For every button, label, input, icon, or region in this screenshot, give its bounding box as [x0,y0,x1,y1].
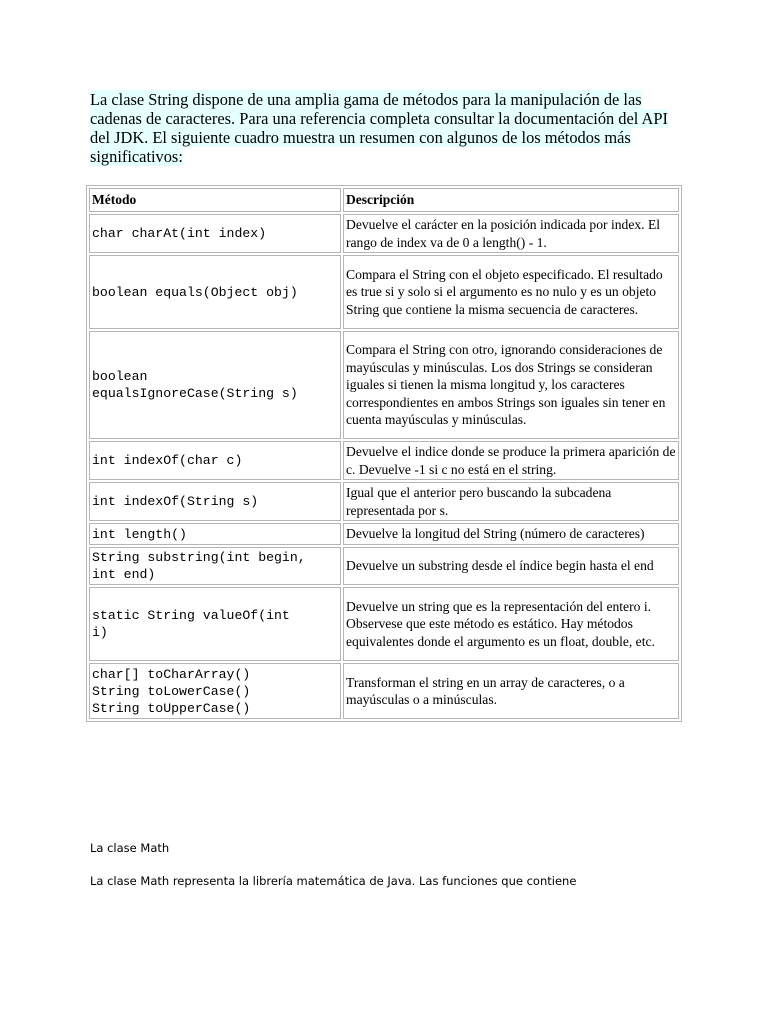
description-cell: Igual que el anterior pero buscando la subcadena representada por s. [343,482,679,521]
header-description: Descripción [343,188,679,212]
intro-paragraph [90,90,670,166]
math-section-text: La clase Math representa la librería matemática de Java. Las funciones que contiene [90,874,577,888]
description-cell: Devuelve un string que es la representación del entero i. Observese que este método es estático. Hay métodos equivalentes donde el argumento es un float, double, etc. [343,587,679,661]
description-cell: Devuelve el indice donde se produce la primera aparición de c. Devuelve -1 si c no está en el string. [343,441,679,480]
method-cell: char[] toCharArray() String toLowerCase() String toUpperCase() [89,663,341,719]
table-row [89,255,679,329]
header-method: Método [89,188,341,212]
table-row [89,441,679,480]
table-row [89,482,679,521]
method-cell: static String valueOf(int i) [89,587,341,661]
table-row [89,523,679,545]
method-cell: String substring(int begin, int end) [89,547,341,585]
method-cell: boolean equalsIgnoreCase(String s) [89,331,341,439]
description-cell: Devuelve un substring desde el índice begin hasta el end [343,547,679,585]
math-section-title: La clase Math [90,841,170,855]
intro-text: La clase String dispone de una amplia gama de métodos para la manipulación de las cadenas de caracteres. Para una referencia completa consultar la documentación del API del JDK. El siguiente cuadro muestra un resumen con algunos de los métodos más significativos: [90,90,668,166]
description-cell: Transforman el string en un array de caracteres, o a mayúsculas o a minúsculas. [343,663,679,719]
table-row [89,547,679,585]
method-cell: int indexOf(String s) [89,482,341,521]
table-row [89,663,679,719]
method-cell: int indexOf(char c) [89,441,341,480]
description-cell: Devuelve el carácter en la posición indicada por index. El rango de index va de 0 a length() - 1. [343,214,679,253]
string-methods-table [86,185,682,722]
method-cell: char charAt(int index) [89,214,341,253]
description-cell: Devuelve la longitud del String (número de caracteres) [343,523,679,545]
table-row [89,331,679,439]
method-cell: boolean equals(Object obj) [89,255,341,329]
table-row [89,214,679,253]
table-header-row [89,188,679,212]
table-row [89,587,679,661]
method-cell: int length() [89,523,341,545]
description-cell: Compara el String con otro, ignorando consideraciones de mayúsculas y minúsculas. Los dos Strings se consideran iguales si tienen la misma longitud y, los caracteres correspondientes en ambos Strings son iguales sin tener en cuenta mayúsculas y minúsculas. [343,331,679,439]
description-cell: Compara el String con el objeto especificado. El resultado es true si y solo si el argumento es no nulo y es un objeto String que contiene la misma secuencia de caracteres. [343,255,679,329]
